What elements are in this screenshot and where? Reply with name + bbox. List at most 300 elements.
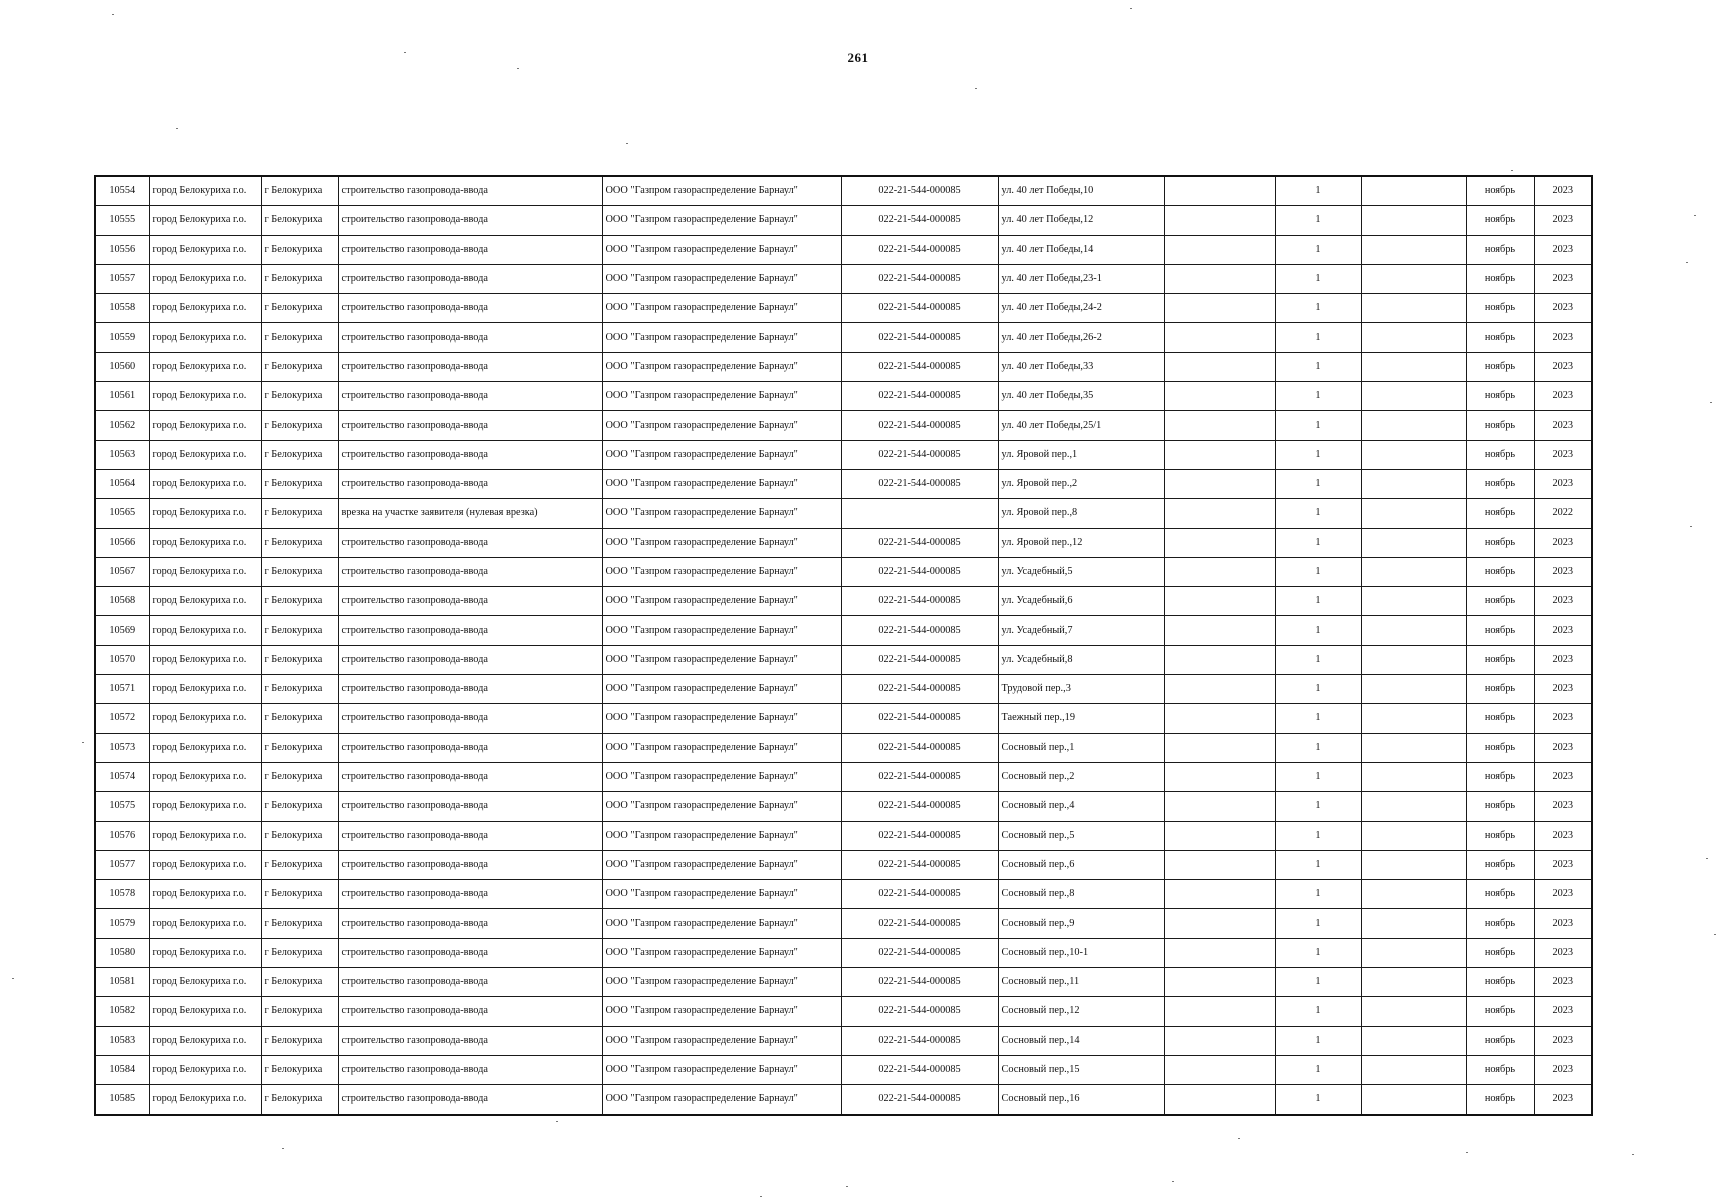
record-number-cell: 10564 [95, 469, 149, 498]
locality-cell: г Белокуриха [261, 557, 338, 586]
record-number-cell: 10575 [95, 792, 149, 821]
program-code-cell: 022-21-544-000085 [841, 352, 998, 381]
municipality-cell: город Белокуриха г.о. [149, 1026, 261, 1055]
record-number-cell: 10567 [95, 557, 149, 586]
table-row [95, 645, 1592, 674]
program-code-cell: 022-21-544-000085 [841, 733, 998, 762]
month-cell: ноябрь [1466, 1055, 1534, 1084]
quantity-cell: 1 [1275, 323, 1361, 352]
scan-speck [1710, 402, 1712, 403]
table-row [95, 675, 1592, 704]
record-number-cell: 10570 [95, 645, 149, 674]
quantity-cell: 1 [1275, 499, 1361, 528]
organization-cell: ООО "Газпром газораспределение Барнаул" [602, 499, 841, 528]
blank-cell [1361, 675, 1466, 704]
blank-cell [1361, 587, 1466, 616]
locality-cell: г Белокуриха [261, 704, 338, 733]
scan-speck [1690, 526, 1692, 527]
month-cell: ноябрь [1466, 675, 1534, 704]
extra-cell [1164, 587, 1275, 616]
month-cell: ноябрь [1466, 206, 1534, 235]
work-type-cell: строительство газопровода-ввода [338, 411, 602, 440]
record-number-cell: 10581 [95, 968, 149, 997]
municipality-cell: город Белокуриха г.о. [149, 997, 261, 1026]
work-type-cell: строительство газопровода-ввода [338, 821, 602, 850]
extra-cell [1164, 645, 1275, 674]
work-type-cell: строительство газопровода-ввода [338, 528, 602, 557]
quantity-cell: 1 [1275, 968, 1361, 997]
program-code-cell: 022-21-544-000085 [841, 704, 998, 733]
year-cell: 2023 [1534, 645, 1592, 674]
work-type-cell: строительство газопровода-ввода [338, 206, 602, 235]
program-code-cell: 022-21-544-000085 [841, 557, 998, 586]
program-code-cell: 022-21-544-000085 [841, 440, 998, 469]
blank-cell [1361, 733, 1466, 762]
locality-cell: г Белокуриха [261, 176, 338, 206]
blank-cell [1361, 206, 1466, 235]
quantity-cell: 1 [1275, 294, 1361, 323]
table-row [95, 382, 1592, 411]
quantity-cell: 1 [1275, 997, 1361, 1026]
address-cell: ул. Усадебный,8 [998, 645, 1164, 674]
work-type-cell: строительство газопровода-ввода [338, 352, 602, 381]
organization-cell: ООО "Газпром газораспределение Барнаул" [602, 206, 841, 235]
record-number-cell: 10569 [95, 616, 149, 645]
table-row [95, 821, 1592, 850]
address-cell: ул. 40 лет Победы,33 [998, 352, 1164, 381]
organization-cell: ООО "Газпром газораспределение Барнаул" [602, 733, 841, 762]
municipality-cell: город Белокуриха г.о. [149, 352, 261, 381]
locality-cell: г Белокуриха [261, 323, 338, 352]
extra-cell [1164, 352, 1275, 381]
program-code-cell: 022-21-544-000085 [841, 528, 998, 557]
municipality-cell: город Белокуриха г.о. [149, 880, 261, 909]
extra-cell [1164, 176, 1275, 206]
locality-cell: г Белокуриха [261, 294, 338, 323]
record-number-cell: 10585 [95, 1085, 149, 1115]
record-number-cell: 10577 [95, 850, 149, 879]
year-cell: 2023 [1534, 821, 1592, 850]
work-type-cell: врезка на участке заявителя (нулевая врезка) [338, 499, 602, 528]
month-cell: ноябрь [1466, 792, 1534, 821]
year-cell: 2023 [1534, 616, 1592, 645]
quantity-cell: 1 [1275, 1055, 1361, 1084]
table-row [95, 909, 1592, 938]
month-cell: ноябрь [1466, 762, 1534, 791]
work-type-cell: строительство газопровода-ввода [338, 382, 602, 411]
table-row [95, 206, 1592, 235]
organization-cell: ООО "Газпром газораспределение Барнаул" [602, 645, 841, 674]
page-number: 261 [847, 50, 869, 65]
table-row [95, 1055, 1592, 1084]
record-number-cell: 10578 [95, 880, 149, 909]
organization-cell: ООО "Газпром газораспределение Барнаул" [602, 909, 841, 938]
program-code-cell: 022-21-544-000085 [841, 762, 998, 791]
municipality-cell: город Белокуриха г.о. [149, 382, 261, 411]
month-cell: ноябрь [1466, 176, 1534, 206]
table-row [95, 880, 1592, 909]
address-cell: Таежный пер.,19 [998, 704, 1164, 733]
organization-cell: ООО "Газпром газораспределение Барнаул" [602, 264, 841, 293]
locality-cell: г Белокуриха [261, 616, 338, 645]
extra-cell [1164, 909, 1275, 938]
extra-cell [1164, 704, 1275, 733]
address-cell: ул. Яровой пер.,2 [998, 469, 1164, 498]
locality-cell: г Белокуриха [261, 587, 338, 616]
program-code-cell: 022-21-544-000085 [841, 1085, 998, 1115]
quantity-cell: 1 [1275, 909, 1361, 938]
organization-cell: ООО "Газпром газораспределение Барнаул" [602, 792, 841, 821]
extra-cell [1164, 616, 1275, 645]
year-cell: 2023 [1534, 1055, 1592, 1084]
organization-cell: ООО "Газпром газораспределение Барнаул" [602, 1026, 841, 1055]
address-cell: ул. 40 лет Победы,35 [998, 382, 1164, 411]
program-code-cell: 022-21-544-000085 [841, 264, 998, 293]
organization-cell: ООО "Газпром газораспределение Барнаул" [602, 850, 841, 879]
locality-cell: г Белокуриха [261, 675, 338, 704]
locality-cell: г Белокуриха [261, 352, 338, 381]
organization-cell: ООО "Газпром газораспределение Барнаул" [602, 762, 841, 791]
table-row [95, 704, 1592, 733]
table-row [95, 762, 1592, 791]
year-cell: 2023 [1534, 352, 1592, 381]
year-cell: 2023 [1534, 323, 1592, 352]
extra-cell [1164, 323, 1275, 352]
locality-cell: г Белокуриха [261, 440, 338, 469]
extra-cell [1164, 206, 1275, 235]
year-cell: 2023 [1534, 206, 1592, 235]
program-code-cell: 022-21-544-000085 [841, 850, 998, 879]
extra-cell [1164, 382, 1275, 411]
record-number-cell: 10582 [95, 997, 149, 1026]
locality-cell: г Белокуриха [261, 821, 338, 850]
scan-speck [1706, 858, 1708, 859]
address-cell: Сосновый пер.,2 [998, 762, 1164, 791]
locality-cell: г Белокуриха [261, 762, 338, 791]
month-cell: ноябрь [1466, 235, 1534, 264]
municipality-cell: город Белокуриха г.о. [149, 206, 261, 235]
year-cell: 2023 [1534, 675, 1592, 704]
scan-speck [1172, 1181, 1174, 1182]
work-type-cell: строительство газопровода-ввода [338, 880, 602, 909]
scan-speck [282, 1148, 284, 1149]
table-row [95, 411, 1592, 440]
quantity-cell: 1 [1275, 176, 1361, 206]
table-row [95, 587, 1592, 616]
program-code-cell: 022-21-544-000085 [841, 938, 998, 967]
organization-cell: ООО "Газпром газораспределение Барнаул" [602, 997, 841, 1026]
address-cell: ул. 40 лет Победы,26-2 [998, 323, 1164, 352]
address-cell: ул. Усадебный,6 [998, 587, 1164, 616]
blank-cell [1361, 968, 1466, 997]
organization-cell: ООО "Газпром газораспределение Барнаул" [602, 675, 841, 704]
work-type-cell: строительство газопровода-ввода [338, 469, 602, 498]
record-number-cell: 10563 [95, 440, 149, 469]
municipality-cell: город Белокуриха г.о. [149, 704, 261, 733]
record-number-cell: 10572 [95, 704, 149, 733]
year-cell: 2023 [1534, 294, 1592, 323]
program-code-cell: 022-21-544-000085 [841, 294, 998, 323]
work-type-cell: строительство газопровода-ввода [338, 616, 602, 645]
blank-cell [1361, 645, 1466, 674]
scan-speck [1238, 1138, 1240, 1139]
blank-cell [1361, 1055, 1466, 1084]
month-cell: ноябрь [1466, 938, 1534, 967]
work-type-cell: строительство газопровода-ввода [338, 294, 602, 323]
quantity-cell: 1 [1275, 1085, 1361, 1115]
quantity-cell: 1 [1275, 792, 1361, 821]
record-number-cell: 10561 [95, 382, 149, 411]
record-number-cell: 10557 [95, 264, 149, 293]
year-cell: 2023 [1534, 968, 1592, 997]
organization-cell: ООО "Газпром газораспределение Барнаул" [602, 469, 841, 498]
address-cell: ул. Яровой пер.,12 [998, 528, 1164, 557]
month-cell: ноябрь [1466, 382, 1534, 411]
quantity-cell: 1 [1275, 762, 1361, 791]
extra-cell [1164, 1085, 1275, 1115]
year-cell: 2023 [1534, 938, 1592, 967]
municipality-cell: город Белокуриха г.о. [149, 616, 261, 645]
work-type-cell: строительство газопровода-ввода [338, 323, 602, 352]
program-code-cell: 022-21-544-000085 [841, 821, 998, 850]
year-cell: 2023 [1534, 264, 1592, 293]
table-row [95, 733, 1592, 762]
municipality-cell: город Белокуриха г.о. [149, 264, 261, 293]
locality-cell: г Белокуриха [261, 382, 338, 411]
organization-cell: ООО "Газпром газораспределение Барнаул" [602, 176, 841, 206]
locality-cell: г Белокуриха [261, 206, 338, 235]
table-row [95, 499, 1592, 528]
table-row [95, 469, 1592, 498]
program-code-cell: 022-21-544-000085 [841, 411, 998, 440]
locality-cell: г Белокуриха [261, 909, 338, 938]
extra-cell [1164, 499, 1275, 528]
month-cell: ноябрь [1466, 587, 1534, 616]
municipality-cell: город Белокуриха г.о. [149, 938, 261, 967]
locality-cell: г Белокуриха [261, 411, 338, 440]
program-code-cell: 022-21-544-000085 [841, 323, 998, 352]
quantity-cell: 1 [1275, 411, 1361, 440]
program-code-cell: 022-21-544-000085 [841, 1026, 998, 1055]
scan-speck [176, 128, 178, 129]
locality-cell: г Белокуриха [261, 733, 338, 762]
work-type-cell: строительство газопровода-ввода [338, 938, 602, 967]
locality-cell: г Белокуриха [261, 499, 338, 528]
year-cell: 2023 [1534, 792, 1592, 821]
address-cell: Сосновый пер.,14 [998, 1026, 1164, 1055]
municipality-cell: город Белокуриха г.о. [149, 1055, 261, 1084]
scan-speck [112, 14, 114, 15]
address-cell: ул. Усадебный,5 [998, 557, 1164, 586]
table-row [95, 528, 1592, 557]
organization-cell: ООО "Газпром газораспределение Барнаул" [602, 235, 841, 264]
program-code-cell: 022-21-544-000085 [841, 1055, 998, 1084]
work-type-cell: строительство газопровода-ввода [338, 587, 602, 616]
quantity-cell: 1 [1275, 821, 1361, 850]
blank-cell [1361, 938, 1466, 967]
quantity-cell: 1 [1275, 528, 1361, 557]
table-row [95, 557, 1592, 586]
year-cell: 2023 [1534, 469, 1592, 498]
locality-cell: г Белокуриха [261, 528, 338, 557]
locality-cell: г Белокуриха [261, 1085, 338, 1115]
work-type-cell: строительство газопровода-ввода [338, 704, 602, 733]
municipality-cell: город Белокуриха г.о. [149, 587, 261, 616]
address-cell: Сосновый пер.,11 [998, 968, 1164, 997]
scan-speck [846, 1186, 848, 1187]
scan-speck [626, 143, 628, 144]
municipality-cell: город Белокуриха г.о. [149, 1085, 261, 1115]
quantity-cell: 1 [1275, 704, 1361, 733]
month-cell: ноябрь [1466, 528, 1534, 557]
table-row [95, 1085, 1592, 1115]
quantity-cell: 1 [1275, 352, 1361, 381]
extra-cell [1164, 440, 1275, 469]
year-cell: 2023 [1534, 176, 1592, 206]
record-number-cell: 10568 [95, 587, 149, 616]
work-type-cell: строительство газопровода-ввода [338, 176, 602, 206]
program-code-cell: 022-21-544-000085 [841, 469, 998, 498]
table-row [95, 792, 1592, 821]
municipality-cell: город Белокуриха г.о. [149, 440, 261, 469]
municipality-cell: город Белокуриха г.о. [149, 294, 261, 323]
month-cell: ноябрь [1466, 469, 1534, 498]
locality-cell: г Белокуриха [261, 264, 338, 293]
blank-cell [1361, 880, 1466, 909]
municipality-cell: город Белокуриха г.о. [149, 909, 261, 938]
scan-speck [1130, 8, 1132, 9]
municipality-cell: город Белокуриха г.о. [149, 968, 261, 997]
municipality-cell: город Белокуриха г.о. [149, 821, 261, 850]
year-cell: 2023 [1534, 704, 1592, 733]
month-cell: ноябрь [1466, 850, 1534, 879]
blank-cell [1361, 382, 1466, 411]
record-number-cell: 10576 [95, 821, 149, 850]
address-cell: Сосновый пер.,1 [998, 733, 1164, 762]
extra-cell [1164, 733, 1275, 762]
extra-cell [1164, 294, 1275, 323]
scan-speck [1694, 215, 1696, 216]
month-cell: ноябрь [1466, 968, 1534, 997]
locality-cell: г Белокуриха [261, 850, 338, 879]
program-code-cell: 022-21-544-000085 [841, 616, 998, 645]
program-code-cell: 022-21-544-000085 [841, 645, 998, 674]
municipality-cell: город Белокуриха г.о. [149, 675, 261, 704]
scan-speck [556, 1121, 558, 1122]
month-cell: ноябрь [1466, 733, 1534, 762]
quantity-cell: 1 [1275, 1026, 1361, 1055]
record-number-cell: 10579 [95, 909, 149, 938]
extra-cell [1164, 762, 1275, 791]
month-cell: ноябрь [1466, 264, 1534, 293]
table-row [95, 997, 1592, 1026]
address-cell: ул. Яровой пер.,1 [998, 440, 1164, 469]
quantity-cell: 1 [1275, 557, 1361, 586]
year-cell: 2023 [1534, 440, 1592, 469]
municipality-cell: город Белокуриха г.о. [149, 469, 261, 498]
work-type-cell: строительство газопровода-ввода [338, 1026, 602, 1055]
organization-cell: ООО "Газпром газораспределение Барнаул" [602, 440, 841, 469]
year-cell: 2023 [1534, 762, 1592, 791]
scan-speck [760, 1196, 762, 1197]
scan-speck [517, 68, 519, 69]
program-code-cell: 022-21-544-000085 [841, 587, 998, 616]
blank-cell [1361, 762, 1466, 791]
month-cell: ноябрь [1466, 1085, 1534, 1115]
quantity-cell: 1 [1275, 675, 1361, 704]
address-cell: Трудовой пер.,3 [998, 675, 1164, 704]
year-cell: 2023 [1534, 1026, 1592, 1055]
blank-cell [1361, 1026, 1466, 1055]
blank-cell [1361, 557, 1466, 586]
address-cell: ул. 40 лет Победы,23-1 [998, 264, 1164, 293]
month-cell: ноябрь [1466, 352, 1534, 381]
organization-cell: ООО "Газпром газораспределение Барнаул" [602, 968, 841, 997]
organization-cell: ООО "Газпром газораспределение Барнаул" [602, 587, 841, 616]
scan-speck [1466, 1152, 1468, 1153]
work-type-cell: строительство газопровода-ввода [338, 1055, 602, 1084]
scan-speck [1686, 262, 1688, 263]
table-row [95, 968, 1592, 997]
blank-cell [1361, 176, 1466, 206]
municipality-cell: город Белокуриха г.о. [149, 850, 261, 879]
program-code-cell: 022-21-544-000085 [841, 206, 998, 235]
blank-cell [1361, 821, 1466, 850]
locality-cell: г Белокуриха [261, 645, 338, 674]
address-cell: Сосновый пер.,15 [998, 1055, 1164, 1084]
quantity-cell: 1 [1275, 880, 1361, 909]
address-cell: Сосновый пер.,9 [998, 909, 1164, 938]
blank-cell [1361, 440, 1466, 469]
municipality-cell: город Белокуриха г.о. [149, 792, 261, 821]
organization-cell: ООО "Газпром газораспределение Барнаул" [602, 382, 841, 411]
organization-cell: ООО "Газпром газораспределение Барнаул" [602, 323, 841, 352]
table-row [95, 616, 1592, 645]
blank-cell [1361, 909, 1466, 938]
address-cell: Сосновый пер.,8 [998, 880, 1164, 909]
work-type-cell: строительство газопровода-ввода [338, 645, 602, 674]
scan-speck [975, 88, 977, 89]
extra-cell [1164, 675, 1275, 704]
month-cell: ноябрь [1466, 499, 1534, 528]
municipality-cell: город Белокуриха г.о. [149, 323, 261, 352]
year-cell: 2023 [1534, 880, 1592, 909]
organization-cell: ООО "Газпром газораспределение Барнаул" [602, 411, 841, 440]
address-cell: ул. Усадебный,7 [998, 616, 1164, 645]
program-code-cell: 022-21-544-000085 [841, 382, 998, 411]
work-type-cell: строительство газопровода-ввода [338, 762, 602, 791]
month-cell: ноябрь [1466, 616, 1534, 645]
record-number-cell: 10559 [95, 323, 149, 352]
locality-cell: г Белокуриха [261, 1055, 338, 1084]
work-type-cell: строительство газопровода-ввода [338, 675, 602, 704]
municipality-cell: город Белокуриха г.о. [149, 762, 261, 791]
municipality-cell: город Белокуриха г.о. [149, 499, 261, 528]
organization-cell: ООО "Газпром газораспределение Барнаул" [602, 1085, 841, 1115]
locality-cell: г Белокуриха [261, 968, 338, 997]
scan-speck [82, 742, 84, 743]
locality-cell: г Белокуриха [261, 880, 338, 909]
table-row [95, 938, 1592, 967]
blank-cell [1361, 1085, 1466, 1115]
quantity-cell: 1 [1275, 235, 1361, 264]
work-type-cell: строительство газопровода-ввода [338, 997, 602, 1026]
program-code-cell: 022-21-544-000085 [841, 909, 998, 938]
extra-cell [1164, 264, 1275, 293]
address-cell: Сосновый пер.,4 [998, 792, 1164, 821]
year-cell: 2023 [1534, 411, 1592, 440]
municipality-cell: город Белокуриха г.о. [149, 235, 261, 264]
